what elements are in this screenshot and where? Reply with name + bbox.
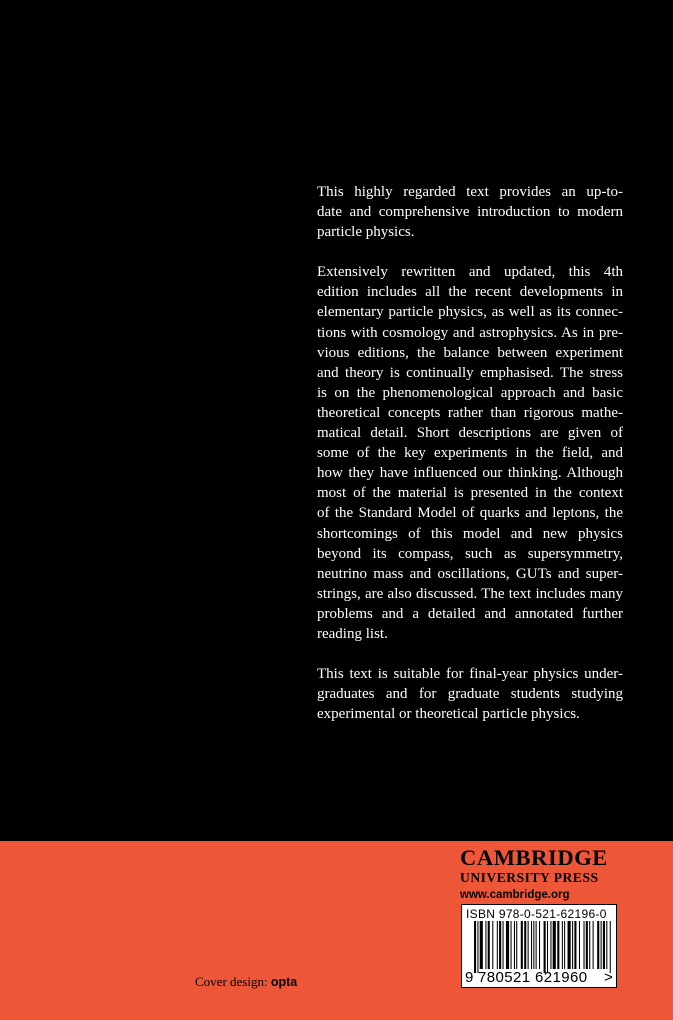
publisher-name: CAMBRIDGE: [460, 845, 608, 870]
blurb-line: edition includes all the recent developments in: [317, 284, 623, 301]
blurb-line: some of the key experiments in the field, and: [317, 445, 623, 462]
blurb-line: is on the phenomenological approach and basic: [317, 384, 623, 401]
blurb-line: reading list.: [317, 625, 388, 642]
blurb-line: how they have influenced our thinking. Although: [317, 465, 623, 482]
ean-digits: 780521 621960: [478, 969, 588, 986]
cover-credit-label: Cover design:: [195, 974, 268, 989]
cover-credit: [195, 974, 297, 990]
blurb-line: most of the material is presented in the context: [317, 485, 623, 502]
blurb-line: neutrino mass and oscillations, GUTs and super-: [317, 565, 623, 582]
ean-first-digit: 9: [465, 969, 474, 986]
blurb-text: [317, 182, 623, 744]
publisher-url: www.cambridge.org: [460, 889, 570, 901]
blurb-line: particle physics.: [317, 224, 415, 241]
blurb-line: This text is suitable for final-year physics under-: [317, 666, 623, 683]
blurb-line: matical detail. Short descriptions are given of: [317, 425, 623, 442]
blurb-line: tions with cosmology and astrophysics. As in pre-: [317, 324, 623, 341]
blurb-line: shortcomings of this model and new physics: [317, 525, 623, 542]
publisher-block: [460, 845, 620, 903]
blurb-line: elementary particle physics, as well as its connec-: [317, 304, 623, 321]
publisher-subtitle: UNIVERSITY PRESS: [460, 870, 599, 885]
blurb-line: and theory is continually emphasised. The stress: [317, 364, 623, 381]
blurb-line: strings, are also discussed. The text includes many: [317, 585, 623, 602]
blurb-paragraph: [317, 262, 623, 644]
blurb-line: graduates and for graduate students studying: [317, 686, 623, 703]
isbn-label: ISBN 978-0-521-62196-0: [466, 907, 607, 921]
blurb-paragraph: [317, 664, 623, 724]
blurb-line: Extensively rewritten and updated, this 4th: [317, 264, 623, 281]
blurb-line: theoretical concepts rather than rigorous mathe-: [317, 404, 623, 421]
barcode-icon: [474, 921, 612, 973]
blurb-line: beyond its compass, such as supersymmetry,: [317, 545, 623, 562]
blurb-line: vious editions, the balance between experiment: [317, 344, 623, 361]
isbn-barcode: [461, 904, 617, 988]
blurb-paragraph: [317, 182, 623, 242]
blurb-line: This highly regarded text provides an up-to-: [317, 184, 623, 200]
barcode-chevron: >: [604, 969, 613, 986]
blurb-line: problems and a detailed and annotated further: [317, 605, 623, 622]
blurb-line: date and comprehensive introduction to modern: [317, 204, 623, 221]
blurb-line: of the Standard Model of quarks and leptons, the: [317, 505, 623, 522]
cover-credit-designer: opta: [270, 975, 298, 989]
blurb-line: experimental or theoretical particle physics.: [317, 706, 580, 723]
